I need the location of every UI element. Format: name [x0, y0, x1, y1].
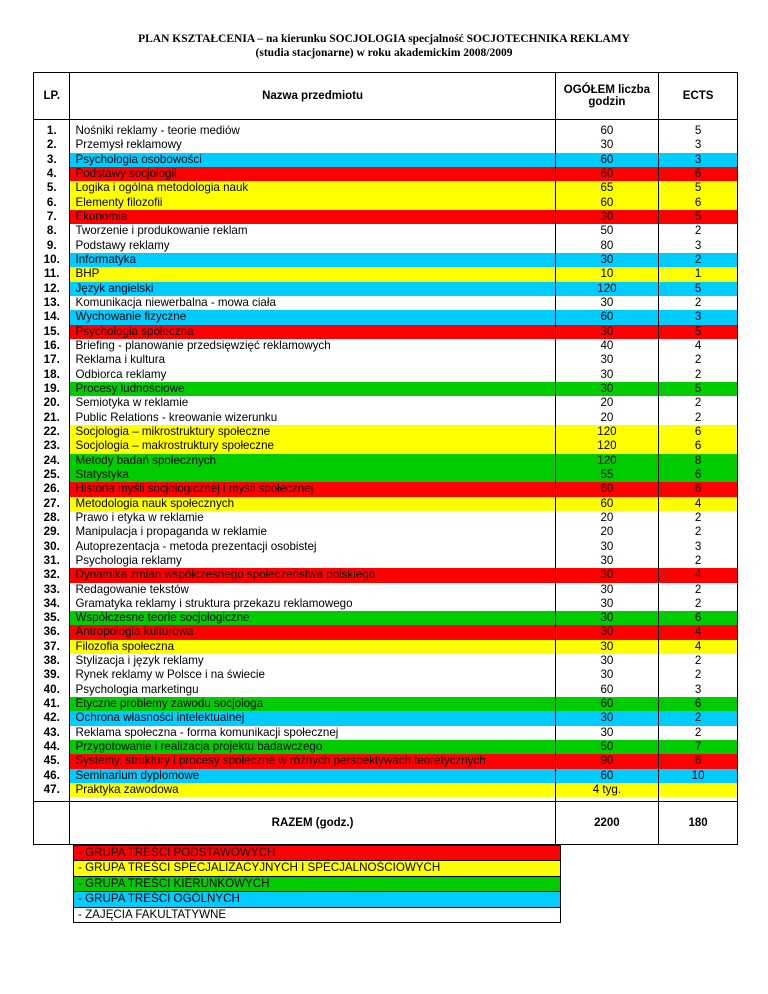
row-21-ects: 2: [694, 410, 702, 424]
row-11-name: BHP: [70, 267, 554, 281]
row-33-ects: 2: [694, 582, 702, 596]
row-14-ects: 3: [659, 310, 737, 324]
row-5-lp: 5.: [46, 181, 57, 195]
row-15-name: Psychologia społeczna: [70, 325, 554, 339]
row-43-lp: 43.: [43, 725, 60, 739]
row-13-lp: 13.: [43, 295, 60, 309]
row-30-name: Autoprezentacja - metoda prezentacji osobistej: [75, 539, 317, 553]
row-19-hours: 30: [556, 382, 659, 396]
row-35-hours: 30: [556, 611, 659, 625]
row-29-ects: 2: [694, 525, 702, 539]
row-16-lp: 16.: [43, 338, 60, 352]
row-46-ects: 10: [659, 769, 737, 783]
legend-item-1: - GRUPA TREŚCI PODSTAWOWYCH: [74, 846, 560, 861]
row-8-ects: 2: [694, 224, 702, 238]
row-45-ects: 6: [659, 754, 737, 768]
row-24-name: Metody badań społecznych: [70, 454, 554, 468]
row-12-lp: 12.: [43, 281, 60, 295]
total-label: RAZEM (godz.): [70, 802, 555, 845]
row-4-hours: 60: [556, 167, 659, 181]
row-42-ects: 2: [659, 711, 737, 725]
row-34-lp: 34.: [43, 596, 60, 610]
row-6-name: Elementy filozofii: [70, 196, 554, 210]
row-28-hours: 20: [600, 510, 614, 524]
row-45-lp: 45.: [43, 754, 60, 768]
legend-item-3: - GRUPA TREŚCI KIERUNKOWYCH: [74, 877, 560, 892]
row-9-ects: 3: [694, 238, 702, 252]
row-7-ects: 5: [659, 210, 737, 224]
header-total-hours: OGÓŁEM liczba godzin: [555, 73, 659, 120]
row-39-hours: 30: [600, 668, 614, 682]
row-37-lp: 37.: [43, 639, 60, 653]
row-44-name: Przygotowanie i realizacja projektu badawczego: [70, 740, 554, 754]
row-28-ects: 2: [694, 510, 702, 524]
row-10-lp: 10.: [43, 252, 60, 266]
row-41-name: Etyczne problemy zawodu socjologa: [70, 697, 554, 711]
row-20-lp: 20.: [43, 396, 60, 410]
row-29-name: Manipulacja i propaganda w reklamie: [75, 525, 267, 539]
row-41-lp: 41.: [43, 697, 60, 711]
row-15-hours: 30: [556, 325, 659, 339]
row-9-lp: 9.: [46, 238, 57, 252]
document-subtitle: (studia stacjonarne) w roku akademickim 2008/2009: [255, 47, 513, 59]
row-31-name: Psychologia reklamy: [75, 553, 182, 567]
row-2-name: Przemysł reklamowy: [75, 138, 182, 152]
row-3-name: Psychologia osobowości: [70, 153, 554, 167]
row-26-hours: 60: [556, 482, 659, 496]
row-26-lp: 26.: [43, 482, 60, 496]
row-1-lp: 1.: [46, 124, 57, 137]
curriculum-table: [33, 72, 738, 845]
row-11-hours: 10: [556, 267, 659, 281]
row-1-name: Nośniki reklamy - teorie mediów: [75, 124, 240, 137]
row-36-name: Antropologia kulturowa: [70, 625, 554, 639]
row-18-ects: 2: [694, 367, 702, 381]
row-20-ects: 2: [694, 396, 702, 410]
row-12-name: Język angielski: [70, 282, 554, 296]
row-10-hours: 30: [556, 253, 659, 267]
row-46-lp: 46.: [43, 768, 60, 782]
row-41-ects: 6: [659, 697, 737, 711]
row-8-lp: 8.: [46, 224, 57, 238]
row-38-hours: 30: [600, 654, 614, 668]
row-6-lp: 6.: [46, 195, 57, 209]
row-47-name: Praktyka zawodowa: [70, 783, 554, 797]
row-20-hours: 20: [600, 396, 614, 410]
row-44-hours: 50: [556, 740, 659, 754]
row-46-name: Seminarium dyplomowe: [70, 769, 554, 783]
document-title: PLAN KSZTAŁCENIA – na kierunku SOCJOLOGIA specjalność SOCJOTECHNIKA REKLAMY: [138, 33, 630, 45]
total-ects: 180: [659, 802, 738, 845]
row-39-lp: 39.: [43, 668, 60, 682]
row-47-hours: 4 tyg.: [556, 783, 659, 797]
row-39-ects: 2: [694, 668, 702, 682]
subject-column: [70, 120, 555, 802]
row-18-lp: 18.: [43, 367, 60, 381]
row-13-name: Komunikacja niewerbalna - mowa ciała: [75, 295, 276, 309]
row-4-ects: 6: [659, 167, 737, 181]
row-27-lp: 27.: [43, 496, 60, 510]
table-body-row: [34, 120, 738, 802]
row-38-lp: 38.: [43, 654, 60, 668]
row-18-hours: 30: [600, 367, 614, 381]
row-38-ects: 2: [694, 654, 702, 668]
header-subject-name: Nazwa przedmiotu: [70, 73, 555, 120]
row-23-lp: 23.: [43, 439, 60, 453]
row-10-ects: 2: [659, 253, 737, 267]
row-40-ects: 3: [694, 682, 702, 696]
row-27-name: Metodologia nauk społecznych: [70, 497, 554, 511]
row-2-lp: 2.: [46, 138, 57, 152]
row-27-ects: 4: [659, 497, 737, 511]
row-10-name: Informatyka: [70, 253, 554, 267]
row-26-name: Historia myśli socjologicznej i myśli społecznej: [70, 482, 554, 496]
row-24-ects: 8: [659, 454, 737, 468]
row-34-name: Gramatyka reklamy i struktura przekazu reklamowego: [75, 596, 353, 610]
row-9-hours: 80: [600, 238, 614, 252]
row-39-name: Rynek reklamy w Polsce i na świecie: [75, 668, 265, 682]
row-4-lp: 4.: [46, 166, 57, 180]
row-29-lp: 29.: [43, 525, 60, 539]
row-42-hours: 30: [556, 711, 659, 725]
row-35-ects: 6: [659, 611, 737, 625]
row-1-ects: 5: [694, 124, 702, 137]
row-12-hours: 120: [556, 282, 659, 296]
row-40-hours: 60: [600, 682, 614, 696]
row-43-name: Reklama społeczna - forma komunikacji społecznej: [75, 725, 339, 739]
row-19-ects: 5: [659, 382, 737, 396]
row-3-hours: 60: [556, 153, 659, 167]
row-33-name: Redagowanie tekstów: [75, 582, 189, 596]
row-19-name: Procesy ludnościowe: [70, 382, 554, 396]
row-18-name: Odbiorca reklamy: [75, 367, 167, 381]
total-row: [34, 802, 738, 845]
row-5-hours: 65: [556, 181, 659, 195]
row-38-name: Stylizacja i język reklamy: [75, 654, 204, 668]
row-25-hours: 55: [556, 468, 659, 482]
row-37-name: Filozofia społeczna: [70, 640, 554, 654]
row-30-hours: 30: [600, 539, 614, 553]
row-7-lp: 7.: [46, 209, 57, 223]
row-36-hours: 30: [556, 625, 659, 639]
row-7-name: Ekonomia: [70, 210, 554, 224]
row-15-lp: 15.: [43, 324, 60, 338]
header-lp: LP.: [34, 73, 70, 120]
row-17-name: Reklama i kultura: [75, 353, 166, 367]
row-30-ects: 3: [694, 539, 702, 553]
row-28-name: Prawo i etyka w reklamie: [75, 510, 204, 524]
row-22-lp: 22.: [43, 424, 60, 438]
row-2-ects: 3: [694, 138, 702, 152]
row-3-ects: 3: [659, 153, 737, 167]
row-35-name: Współczesne teorie socjologiczne: [70, 611, 554, 625]
row-45-name: Systemy, struktury i procesy społeczne w różnych perspektywach teoretycznych: [70, 754, 554, 768]
row-17-lp: 17.: [43, 353, 60, 367]
row-46-hours: 60: [556, 769, 659, 783]
row-33-hours: 30: [600, 582, 614, 596]
row-16-hours: 40: [600, 338, 614, 352]
row-33-lp: 33.: [43, 582, 60, 596]
row-14-hours: 60: [556, 310, 659, 324]
row-28-lp: 28.: [43, 510, 60, 524]
row-14-lp: 14.: [43, 310, 60, 324]
row-11-ects: 1: [659, 267, 737, 281]
row-2-hours: 30: [600, 138, 614, 152]
row-36-lp: 36.: [43, 625, 60, 639]
row-42-name: Ochrona własności intelektualnej: [70, 711, 554, 725]
row-13-hours: 30: [600, 295, 614, 309]
row-16-name: Briefing - planowanie przedsięwzięć reklamowych: [75, 338, 331, 352]
header-ects: ECTS: [659, 73, 738, 120]
row-40-name: Psychologia marketingu: [75, 682, 199, 696]
row-9-name: Podstawy reklamy: [75, 238, 170, 252]
row-37-ects: 4: [659, 640, 737, 654]
row-1-hours: 60: [600, 124, 614, 137]
row-16-ects: 4: [694, 338, 702, 352]
ects-column: [659, 120, 738, 802]
row-22-name: Socjologia – mikrostruktury społeczne: [70, 425, 554, 439]
row-32-name: Dynamika zmian współczesnego społeczeństwa polskiego: [70, 568, 554, 582]
total-hours: 2200: [555, 802, 659, 845]
row-7-hours: 30: [556, 210, 659, 224]
row-21-name: Public Relations - kreowanie wizerunku: [75, 410, 278, 424]
total-empty-cell: [34, 802, 70, 845]
row-6-ects: 6: [659, 196, 737, 210]
row-25-name: Statystyka: [70, 468, 554, 482]
hours-column: [555, 120, 659, 802]
row-26-ects: 6: [659, 482, 737, 496]
row-31-ects: 2: [694, 553, 702, 567]
row-34-hours: 30: [600, 596, 614, 610]
row-24-lp: 24.: [43, 453, 60, 467]
legend-item-2: - GRUPA TREŚCI SPECJALIZACYJNYCH I SPECJALNOŚCIOWYCH: [74, 861, 560, 876]
row-22-ects: 6: [659, 425, 737, 439]
row-23-name: Socjologia – makrostruktury społeczne: [70, 439, 554, 453]
row-25-lp: 25.: [43, 467, 60, 481]
row-41-hours: 60: [556, 697, 659, 711]
row-23-ects: 6: [659, 439, 737, 453]
row-45-hours: 90: [556, 754, 659, 768]
row-27-hours: 60: [556, 497, 659, 511]
row-34-ects: 2: [694, 596, 702, 610]
row-5-name: Logika i ogólna metodologia nauk: [70, 181, 554, 195]
color-legend: [73, 845, 561, 923]
row-3-lp: 3.: [46, 152, 57, 166]
row-29-hours: 20: [600, 525, 614, 539]
row-15-ects: 5: [659, 325, 737, 339]
row-25-ects: 6: [659, 468, 737, 482]
row-8-hours: 50: [600, 224, 614, 238]
row-44-ects: 7: [659, 740, 737, 754]
row-11-lp: 11.: [44, 267, 60, 281]
row-30-lp: 30.: [43, 539, 60, 553]
row-8-name: Tworzenie i produkowanie reklam: [75, 224, 248, 238]
row-32-hours: 30: [556, 568, 659, 582]
row-20-name: Semiotyka w reklamie: [75, 396, 189, 410]
row-13-ects: 2: [694, 295, 702, 309]
row-4-name: Podstawy socjologii: [70, 167, 554, 181]
row-17-hours: 30: [600, 353, 614, 367]
row-31-lp: 31.: [43, 553, 60, 567]
lp-column: [34, 120, 70, 802]
row-12-ects: 5: [659, 282, 737, 296]
row-32-lp: 32.: [43, 568, 60, 582]
row-43-ects: 2: [694, 725, 702, 739]
row-5-ects: 5: [659, 181, 737, 195]
row-37-hours: 30: [556, 640, 659, 654]
row-47-ects: [659, 783, 737, 797]
row-21-hours: 20: [600, 410, 614, 424]
row-23-hours: 120: [556, 439, 659, 453]
table-header-row: [34, 73, 738, 120]
row-6-hours: 60: [556, 196, 659, 210]
row-31-hours: 30: [600, 553, 614, 567]
row-14-name: Wychowanie fizyczne: [70, 310, 554, 324]
row-47-lp: 47.: [43, 783, 60, 797]
row-22-hours: 120: [556, 425, 659, 439]
row-19-lp: 19.: [43, 381, 60, 395]
row-42-lp: 42.: [43, 711, 60, 725]
legend-item-4: - GRUPA TREŚCI OGÓLNYCH: [74, 892, 560, 907]
row-17-ects: 2: [694, 353, 702, 367]
row-44-lp: 44.: [43, 740, 60, 754]
legend-item-5: - ZAJĘCIA FAKULTATYWNE: [78, 907, 227, 921]
row-35-lp: 35.: [43, 611, 60, 625]
row-24-hours: 120: [556, 454, 659, 468]
row-21-lp: 21.: [43, 410, 60, 424]
row-36-ects: 4: [659, 625, 737, 639]
row-32-ects: 4: [659, 568, 737, 582]
row-43-hours: 30: [600, 725, 614, 739]
row-40-lp: 40.: [43, 682, 60, 696]
